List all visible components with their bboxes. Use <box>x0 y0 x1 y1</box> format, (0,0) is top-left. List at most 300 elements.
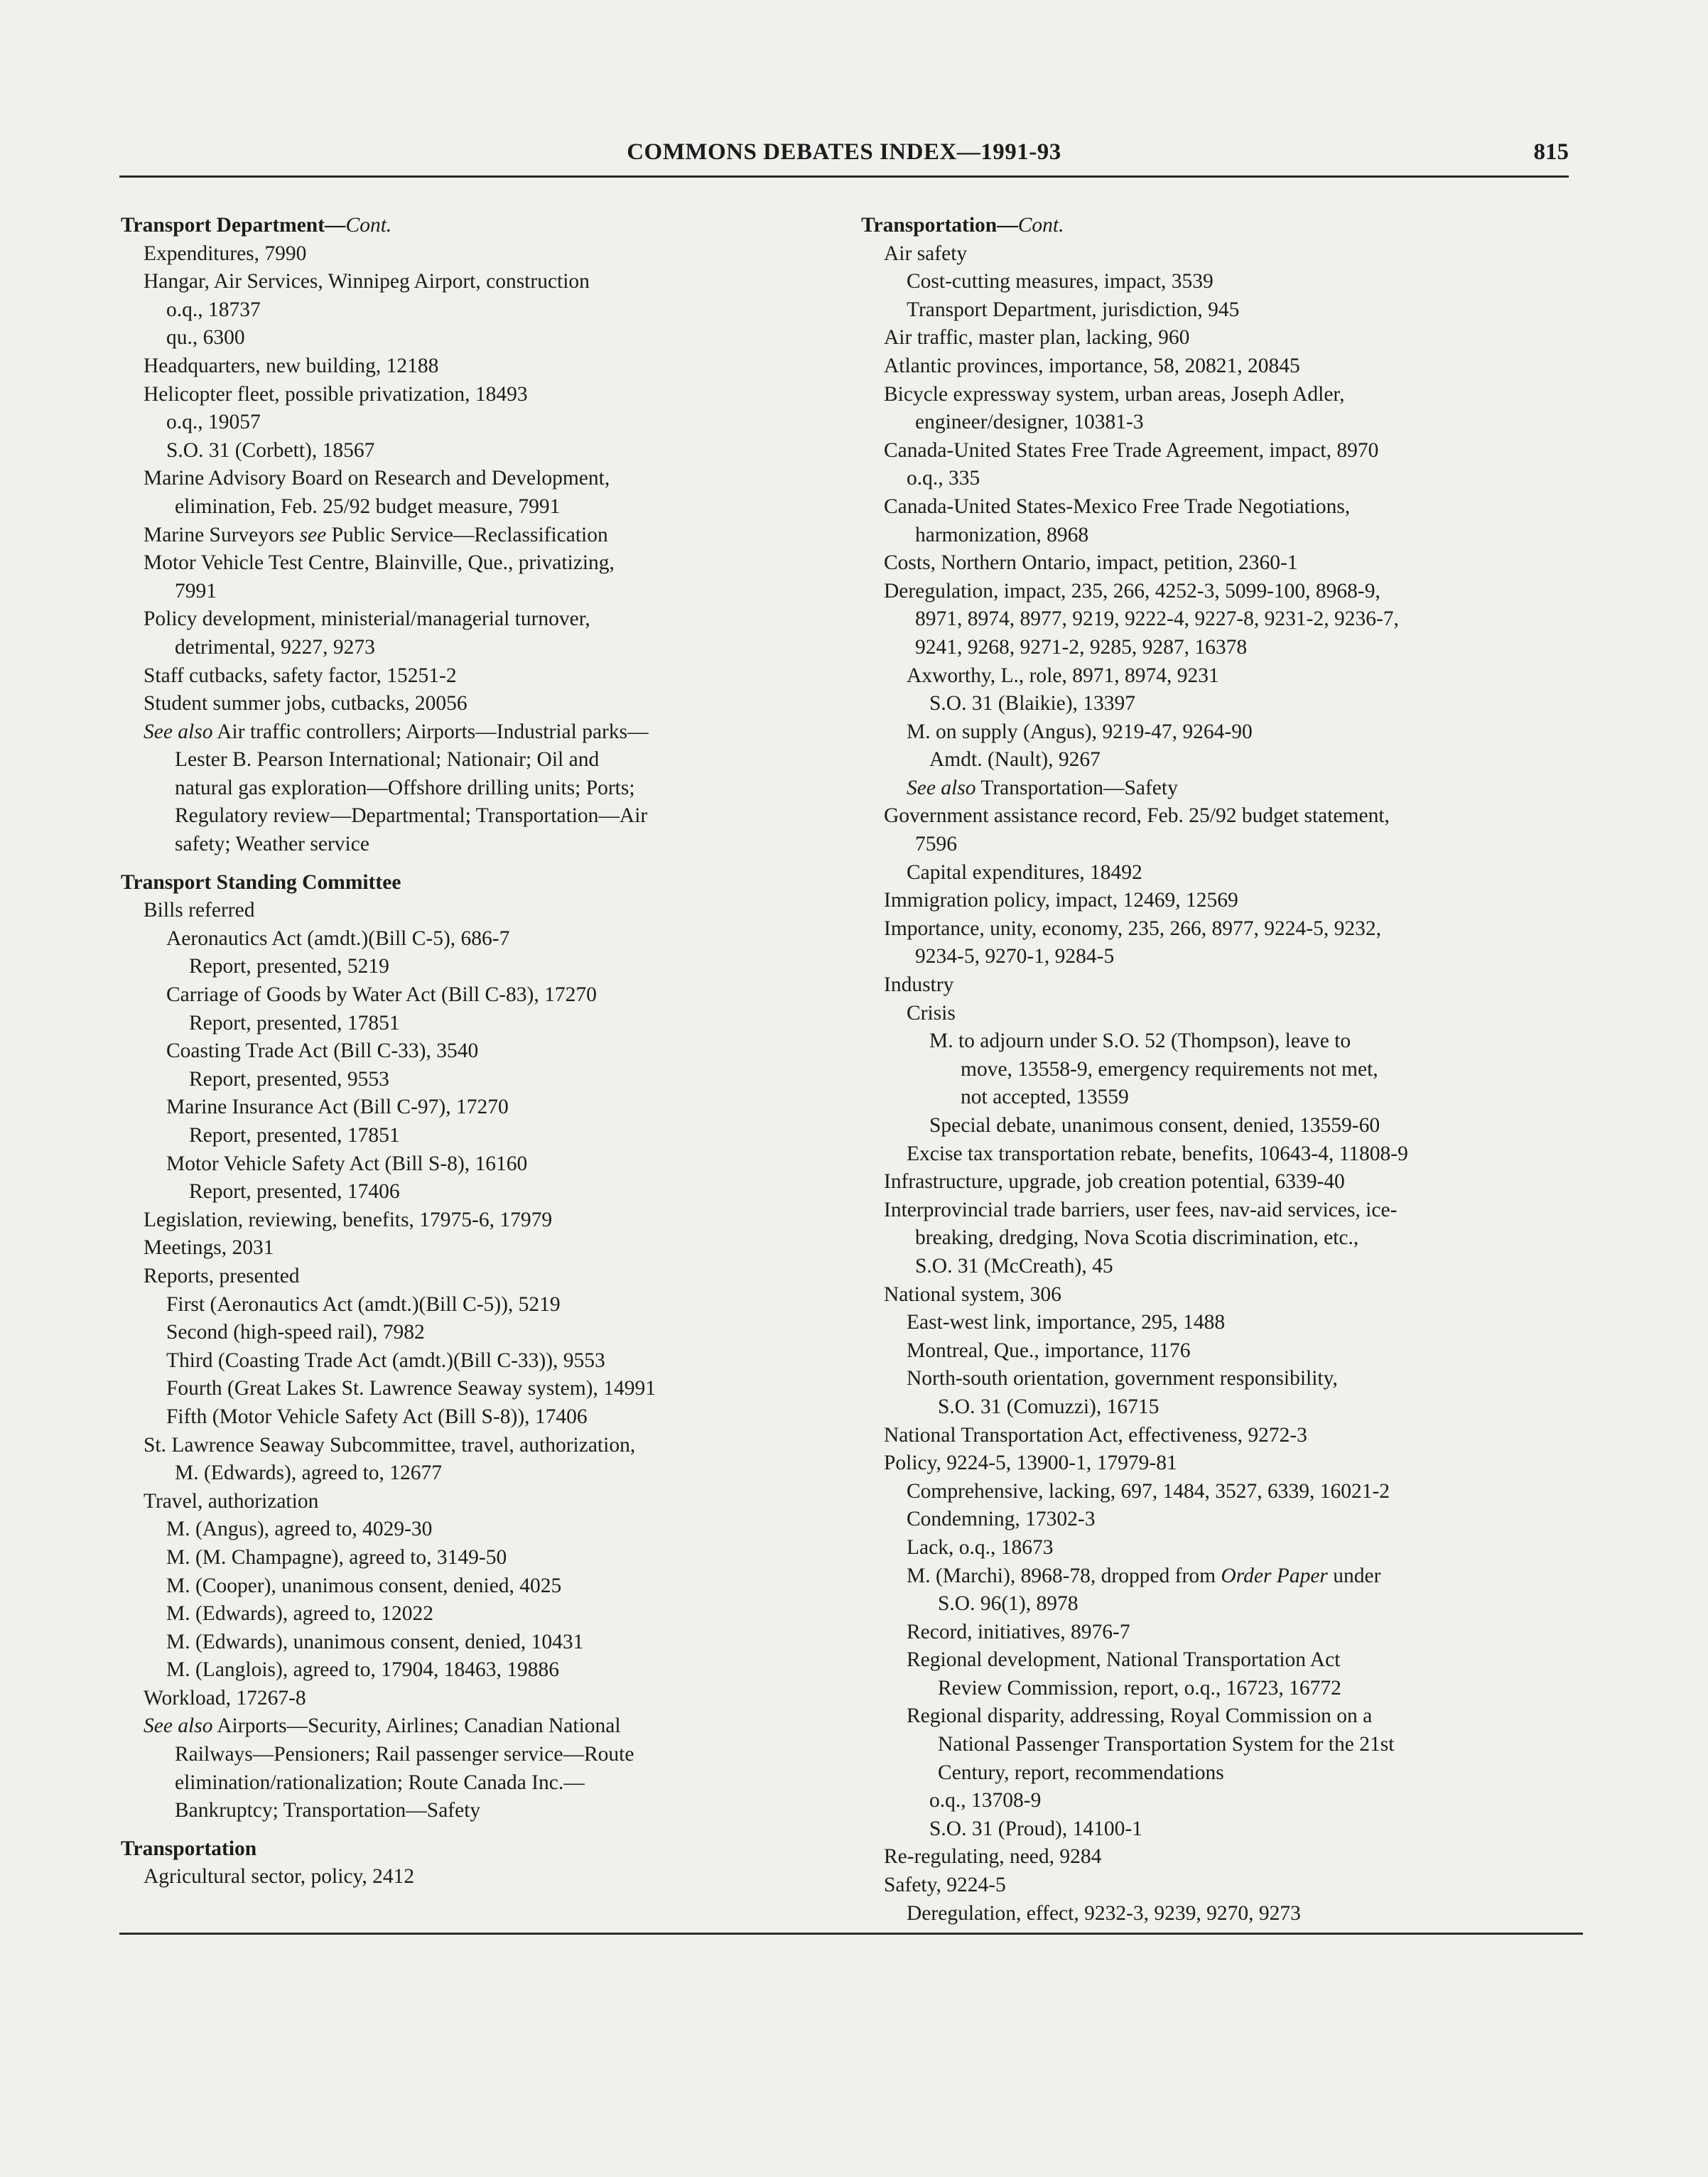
index-heading <box>121 212 817 240</box>
entry-line <box>884 549 1579 578</box>
index-entry <box>121 1178 817 1206</box>
entry-line <box>166 1600 817 1628</box>
entry-line-text: Amdt. (Nault), 9267 <box>929 748 1101 772</box>
index-entry <box>121 1037 817 1066</box>
entry-line <box>907 296 1579 325</box>
index-entry <box>121 690 817 718</box>
entry-line-text: National system, 306 <box>884 1282 1061 1306</box>
index-entry <box>121 925 817 954</box>
entry-line <box>929 746 1579 774</box>
entry-line-text: Montreal, Que., importance, 1176 <box>907 1339 1191 1362</box>
entry-line <box>189 1178 817 1206</box>
index-entry <box>121 1544 817 1572</box>
entry-line-text: Travel, authorization <box>144 1489 319 1513</box>
entry-line <box>907 1900 1579 1928</box>
entry-line <box>166 1150 817 1179</box>
entry-line <box>166 1037 817 1066</box>
entry-line <box>144 381 817 409</box>
entry-line-text: Infrastructure, upgrade, job creation potential, 6339-40 <box>884 1170 1345 1194</box>
left-column <box>121 212 817 1891</box>
entry-line-text: Special debate, unanimous consent, denied, 13559-60 <box>929 1114 1380 1137</box>
entry-line-text: elimination, Feb. 25/92 budget measure, 7991 <box>175 495 561 518</box>
entry-line-text: East-west link, importance, 295, 1488 <box>907 1311 1226 1334</box>
index-entry <box>861 662 1579 691</box>
entry-line-text: Second (high-speed rail), 7982 <box>166 1321 425 1344</box>
entry-line <box>144 522 817 550</box>
entry-line-text: Interprovincial trade barriers, user fees, nav-aid services, ice- <box>884 1198 1398 1221</box>
index-entry <box>861 1843 1579 1871</box>
entry-line <box>144 662 817 691</box>
entry-line <box>884 437 1579 465</box>
entry-line-text: Transport Department— <box>121 214 346 237</box>
entry-line <box>907 1646 1579 1675</box>
entry-line-text: See also Air traffic controllers; Airports—Industrial parks— <box>144 720 649 743</box>
entry-line-text: Motor Vehicle Test Centre, Blainville, Que., privatizing, <box>144 551 615 575</box>
entry-line-text: North-south orientation, government responsibility, <box>907 1367 1338 1390</box>
entry-line-text: Marine Insurance Act (Bill C-97), 17270 <box>166 1096 509 1119</box>
entry-line <box>144 1863 817 1891</box>
index-entry <box>861 1027 1579 1112</box>
index-entry <box>121 1403 817 1432</box>
entry-line-text: Workload, 17267-8 <box>144 1686 306 1709</box>
entry-line-text: S.O. 31 (Comuzzi), 16715 <box>938 1395 1160 1418</box>
entry-line-text: M. (Edwards), agreed to, 12677 <box>175 1462 443 1485</box>
index-entry <box>121 1432 817 1488</box>
entry-line-text: Crisis <box>907 1001 956 1025</box>
entry-line <box>144 240 817 269</box>
entry-line <box>144 897 817 925</box>
entry-line <box>144 1797 817 1825</box>
entry-line <box>884 352 1579 381</box>
index-entry <box>861 493 1579 549</box>
entry-line <box>907 1478 1579 1506</box>
entry-line <box>884 605 1579 634</box>
entry-line-text: Record, initiatives, 8976-7 <box>907 1620 1130 1643</box>
index-entry <box>121 1685 817 1713</box>
index-entry <box>121 465 817 521</box>
index-entry <box>861 1900 1579 1928</box>
entry-line <box>907 1759 1579 1788</box>
entry-line <box>907 1534 1579 1562</box>
entry-line <box>861 212 1579 240</box>
entry-line <box>907 268 1579 296</box>
entry-line <box>884 324 1579 352</box>
entry-line <box>884 1281 1579 1309</box>
entry-line <box>166 1628 817 1657</box>
index-entry <box>861 971 1579 1000</box>
entry-line-text: Agricultural sector, policy, 2412 <box>144 1865 415 1889</box>
entry-line-text: M. (Edwards), agreed to, 12022 <box>166 1602 434 1626</box>
entry-line <box>144 605 817 634</box>
entry-line-text: Report, presented, 17851 <box>189 1124 400 1147</box>
entry-line-text: Headquarters, new building, 12188 <box>144 354 439 377</box>
entry-line-text: 9241, 9268, 9271-2, 9285, 9287, 16378 <box>915 635 1248 659</box>
entry-line <box>884 493 1579 522</box>
index-entry <box>861 1506 1579 1534</box>
index-entry <box>121 605 817 661</box>
entry-line-text: Reports, presented <box>144 1264 300 1287</box>
entry-line <box>884 240 1579 269</box>
entry-line-text: Expenditures, 7990 <box>144 242 307 265</box>
entry-line <box>144 1432 817 1460</box>
index-entry <box>861 746 1579 774</box>
entry-line <box>929 1056 1579 1084</box>
index-entry <box>121 1319 817 1347</box>
index-entry <box>861 240 1579 269</box>
entry-line <box>144 774 817 803</box>
entry-line <box>166 1291 817 1319</box>
entry-line-text: Re-regulating, need, 9284 <box>884 1845 1102 1869</box>
entry-line-text: Transportation— <box>861 214 1018 237</box>
entry-line-text: M. (Cooper), unanimous consent, denied, 4025 <box>166 1574 562 1597</box>
entry-line-text: S.O. 31 (Corbett), 18567 <box>166 438 375 462</box>
index-heading <box>121 1835 817 1864</box>
index-entry <box>121 1375 817 1403</box>
entry-line <box>884 1449 1579 1478</box>
entry-line-text: Regional disparity, addressing, Royal Commission on a <box>907 1705 1373 1728</box>
entry-line <box>907 1731 1579 1759</box>
entry-line <box>884 1253 1579 1281</box>
entry-line-text: M. to adjourn under S.O. 52 (Thompson), leave to <box>929 1030 1351 1053</box>
index-entry <box>121 1628 817 1657</box>
entry-line <box>144 802 817 831</box>
index-entry <box>121 1600 817 1628</box>
entry-line-text: See also Airports—Security, Airlines; Canadian National <box>144 1714 621 1738</box>
index-entry <box>121 409 817 437</box>
entry-line-text: St. Lawrence Seaway Subcommittee, travel, authorization, <box>144 1433 636 1457</box>
index-entry <box>861 802 1579 858</box>
index-entry <box>861 1281 1579 1309</box>
index-entry <box>121 1712 817 1825</box>
entry-line-text: detrimental, 9227, 9273 <box>175 635 375 659</box>
entry-line-text: Review Commission, report, o.q., 16723, 16772 <box>938 1676 1341 1700</box>
entry-line <box>907 1619 1579 1647</box>
index-entry <box>121 268 817 296</box>
entry-line-text: Capital expenditures, 18492 <box>907 860 1142 884</box>
entry-line <box>144 268 817 296</box>
entry-line <box>189 1010 817 1038</box>
index-entry <box>861 549 1579 578</box>
entry-line <box>121 1835 817 1864</box>
entry-line <box>884 831 1579 859</box>
entry-line <box>144 352 817 381</box>
entry-line-text: M. (Angus), agreed to, 4029-30 <box>166 1518 433 1541</box>
entry-line <box>121 212 817 240</box>
entry-line <box>166 409 817 437</box>
entry-line <box>929 1112 1579 1140</box>
entry-line <box>884 971 1579 1000</box>
entry-line <box>144 493 817 522</box>
page-number: 815 <box>1533 139 1569 165</box>
entry-line-text: Immigration policy, impact, 12469, 12569 <box>884 889 1238 912</box>
index-entry <box>121 324 817 352</box>
index-entry <box>121 1206 817 1235</box>
entry-line <box>144 1685 817 1713</box>
entry-line-text: Report, presented, 9553 <box>189 1067 389 1091</box>
continued-label: Cont. <box>345 214 392 237</box>
index-entry <box>861 1196 1579 1281</box>
entry-line-text: natural gas exploration—Offshore drilling units; Ports; <box>175 776 635 799</box>
entry-line <box>144 831 817 859</box>
entry-line-text: Helicopter fleet, possible privatization, 18493 <box>144 382 528 406</box>
entry-line-text: S.O. 31 (Blaikie), 13397 <box>929 692 1136 715</box>
entry-line <box>907 662 1579 691</box>
entry-line <box>166 981 817 1010</box>
entry-line <box>884 634 1579 662</box>
index-entry <box>861 718 1579 747</box>
entry-line <box>884 802 1579 831</box>
entry-line-text: elimination/rationalization; Route Canada Inc.— <box>175 1771 585 1794</box>
entry-line <box>121 869 817 897</box>
index-entry <box>121 1093 817 1122</box>
index-entry <box>861 690 1579 718</box>
entry-line-text: S.O. 96(1), 8978 <box>938 1592 1079 1616</box>
entry-line-text: M. (Langlois), agreed to, 17904, 18463, 19886 <box>166 1658 560 1682</box>
entry-line <box>144 1206 817 1235</box>
entry-line <box>929 1787 1579 1815</box>
index-entry <box>861 437 1579 465</box>
entry-line <box>884 943 1579 971</box>
index-entry <box>861 296 1579 325</box>
index-entry <box>861 1309 1579 1337</box>
index-entry <box>121 1150 817 1179</box>
continued-label: Cont. <box>1017 214 1064 237</box>
entry-line <box>907 1590 1579 1619</box>
index-entry <box>861 1646 1579 1702</box>
entry-line <box>144 1234 817 1263</box>
index-entry <box>861 1562 1579 1619</box>
entry-line <box>907 718 1579 747</box>
entry-line <box>144 1769 817 1798</box>
entry-line-text: Legislation, reviewing, benefits, 17975-6, 17979 <box>144 1208 553 1231</box>
index-entry <box>121 240 817 269</box>
entry-line <box>166 1347 817 1376</box>
index-entry <box>121 981 817 1010</box>
index-entry <box>861 1422 1579 1450</box>
index-entry <box>121 897 817 925</box>
entry-line-text: Bicycle expressway system, urban areas, Joseph Adler, <box>884 382 1345 406</box>
entry-line-text: Fifth (Motor Vehicle Safety Act (Bill S-8)), 17406 <box>166 1405 588 1428</box>
index-entry <box>861 1619 1579 1647</box>
entry-line <box>144 690 817 718</box>
entry-line-text: Carriage of Goods by Water Act (Bill C-83), 17270 <box>166 983 597 1007</box>
entry-line-text: harmonization, 8968 <box>915 523 1089 546</box>
entry-line <box>144 465 817 493</box>
entry-line-text: Fourth (Great Lakes St. Lawrence Seaway system), 14991 <box>166 1377 656 1400</box>
index-entry <box>121 1347 817 1376</box>
entry-line <box>907 1000 1579 1028</box>
entry-line <box>884 1871 1579 1900</box>
entry-line <box>166 925 817 954</box>
entry-line-text: 7596 <box>915 833 957 856</box>
entry-line <box>884 1224 1579 1253</box>
entry-line-text: engineer/designer, 10381-3 <box>915 411 1144 434</box>
entry-line-text: safety; Weather service <box>175 833 369 856</box>
entry-line-text: Lack, o.q., 18673 <box>907 1535 1054 1559</box>
entry-line <box>907 774 1579 803</box>
entry-line-text: Costs, Northern Ontario, impact, petition, 2360-1 <box>884 551 1298 575</box>
entry-line-text: Aeronautics Act (amdt.)(Bill C-5), 686-7 <box>166 927 510 950</box>
page-header <box>119 139 1569 175</box>
entry-line <box>144 1712 817 1741</box>
entry-line-text: M. (Edwards), unanimous consent, denied, 10431 <box>166 1630 584 1653</box>
entry-line <box>166 324 817 352</box>
entry-line <box>884 1168 1579 1196</box>
index-entry <box>121 662 817 691</box>
header-rule <box>119 175 1569 178</box>
entry-line <box>929 690 1579 718</box>
entry-line-text: Bills referred <box>144 899 255 922</box>
entry-line-text: Bankruptcy; Transportation—Safety <box>175 1799 481 1822</box>
entry-line-text: qu., 6300 <box>166 326 245 350</box>
entry-line <box>907 1675 1579 1703</box>
entry-line <box>166 437 817 465</box>
entry-line <box>166 1403 817 1432</box>
index-entry <box>861 1534 1579 1562</box>
index-entry <box>861 1112 1579 1140</box>
entry-line-text: Importance, unity, economy, 235, 266, 8977, 9224-5, 9232, <box>884 917 1381 940</box>
entry-line-text: Axworthy, L., role, 8971, 8974, 9231 <box>907 664 1219 687</box>
index-entry <box>121 1516 817 1544</box>
entry-line <box>189 1122 817 1150</box>
entry-line-text: Canada-United States-Mexico Free Trade Negotiations, <box>884 495 1351 518</box>
index-entry <box>121 1863 817 1891</box>
entry-line-text: M. on supply (Angus), 9219-47, 9264-90 <box>907 720 1253 743</box>
entry-line-text: Railways—Pensioners; Rail passenger service—Route <box>175 1743 634 1766</box>
index-entry <box>121 352 817 381</box>
entry-line-text: Student summer jobs, cutbacks, 20056 <box>144 692 467 715</box>
index-entry <box>121 549 817 605</box>
entry-line-text: Regulatory review—Departmental; Transportation—Air <box>175 804 648 828</box>
entry-line <box>144 746 817 774</box>
entry-line-text: move, 13558-9, emergency requirements not met, <box>961 1057 1378 1081</box>
entry-line <box>884 522 1579 550</box>
entry-line-text: Transport Department, jurisdiction, 945 <box>907 298 1240 321</box>
entry-line-text: M. (M. Champagne), agreed to, 3149-50 <box>166 1545 507 1569</box>
entry-line-text: Comprehensive, lacking, 697, 1484, 3527, 6339, 16021-2 <box>907 1479 1390 1503</box>
entry-line <box>166 1319 817 1347</box>
entry-line-text: Coasting Trade Act (Bill C-33), 3540 <box>166 1039 479 1063</box>
entry-line <box>907 859 1579 887</box>
entry-line <box>166 1093 817 1122</box>
entry-line <box>907 1506 1579 1534</box>
entry-line <box>144 1741 817 1769</box>
entry-line <box>144 634 817 662</box>
entry-line-text: Atlantic provinces, importance, 58, 20821, 20845 <box>884 354 1300 377</box>
entry-line-text: National Transportation Act, effectiveness, 9272-3 <box>884 1423 1307 1447</box>
running-title: COMMONS DEBATES INDEX—1991-93 <box>627 139 1061 165</box>
entry-line-text: Century, report, recommendations <box>938 1761 1224 1784</box>
entry-line-text: o.q., 13708-9 <box>929 1789 1042 1813</box>
entry-line-text: Deregulation, effect, 9232-3, 9239, 9270, 9273 <box>907 1901 1301 1925</box>
entry-line-text: Staff cutbacks, safety factor, 15251-2 <box>144 664 457 687</box>
entry-line <box>144 1488 817 1516</box>
entry-line <box>907 1365 1579 1393</box>
entry-line-text: 8971, 8974, 8977, 9219, 9222-4, 9227-8, 9231-2, 9236-7, <box>915 607 1399 631</box>
index-entry <box>861 859 1579 887</box>
entry-line <box>144 1263 817 1291</box>
index-entry <box>121 1488 817 1516</box>
right-column <box>861 212 1579 1928</box>
entry-line-text: Motor Vehicle Safety Act (Bill S-8), 16160 <box>166 1152 528 1175</box>
entry-line-text: S.O. 31 (Proud), 14100-1 <box>929 1817 1142 1840</box>
entry-line <box>189 1066 817 1094</box>
index-entry <box>861 1000 1579 1028</box>
entry-line <box>907 1140 1579 1169</box>
index-entry <box>121 296 817 325</box>
entry-line <box>884 409 1579 437</box>
index-entry <box>121 1234 817 1263</box>
entry-line-text: S.O. 31 (McCreath), 45 <box>915 1254 1113 1277</box>
entry-line <box>884 1843 1579 1871</box>
index-entry <box>861 1337 1579 1366</box>
entry-line-text: M. (Marchi), 8968-78, dropped from Order Paper under <box>907 1564 1381 1587</box>
footer-rule <box>119 1933 1583 1935</box>
index-entry <box>861 1478 1579 1506</box>
index-entry <box>121 1122 817 1150</box>
entry-line <box>144 549 817 578</box>
entry-line-text: National Passenger Transportation System for the 21st <box>938 1733 1395 1756</box>
entry-line-text: Transportation <box>121 1837 257 1860</box>
index-entry <box>861 1365 1579 1421</box>
entry-line <box>166 1544 817 1572</box>
entry-line-text: Excise tax transportation rebate, benefits, 10643-4, 11808-9 <box>907 1142 1408 1165</box>
entry-line-text: Cost-cutting measures, impact, 3539 <box>907 270 1214 293</box>
entry-line-text: Safety, 9224-5 <box>884 1874 1006 1897</box>
entry-line <box>884 915 1579 944</box>
index-entry <box>861 1871 1579 1900</box>
entry-line <box>144 1459 817 1488</box>
entry-line <box>929 1084 1579 1112</box>
index-entry <box>121 718 817 859</box>
index-heading <box>121 869 817 897</box>
entry-line <box>907 1309 1579 1337</box>
entry-line-text: Deregulation, impact, 235, 266, 4252-3, 5099-100, 8968-9, <box>884 579 1380 603</box>
entry-line-text: Policy, 9224-5, 13900-1, 17979-81 <box>884 1452 1177 1475</box>
entry-line-text: Condemning, 17302-3 <box>907 1508 1096 1531</box>
entry-line-text: not accepted, 13559 <box>961 1086 1129 1109</box>
index-entry <box>861 1140 1579 1169</box>
index-entry <box>861 1702 1579 1787</box>
index-entry <box>121 1066 817 1094</box>
entry-line-text: See also Transportation—Safety <box>907 776 1178 799</box>
index-entry <box>121 1010 817 1038</box>
index-entry <box>861 578 1579 662</box>
index-entry <box>121 1572 817 1601</box>
index-entry <box>121 1263 817 1291</box>
entry-line <box>884 887 1579 915</box>
index-entry <box>861 352 1579 381</box>
entry-line <box>884 1196 1579 1225</box>
index-entry <box>861 381 1579 437</box>
entry-line-text: Industry <box>884 973 954 997</box>
entry-line-text: Report, presented, 5219 <box>189 955 389 978</box>
entry-line <box>907 1337 1579 1366</box>
index-entry <box>861 1787 1579 1815</box>
index-entry <box>121 953 817 981</box>
entry-line <box>166 1572 817 1601</box>
entry-line <box>884 381 1579 409</box>
entry-line-text: o.q., 18737 <box>166 298 261 321</box>
index-entry <box>121 1656 817 1685</box>
entry-line-text: First (Aeronautics Act (amdt.)(Bill C-5)), 5219 <box>166 1292 561 1316</box>
entry-line-text: Third (Coasting Trade Act (amdt.)(Bill C-33)), 9553 <box>166 1349 605 1372</box>
entry-line <box>166 296 817 325</box>
entry-line-text: Report, presented, 17851 <box>189 1011 400 1035</box>
entry-line <box>884 1422 1579 1450</box>
index-entry <box>121 437 817 465</box>
entry-line <box>929 1815 1579 1844</box>
